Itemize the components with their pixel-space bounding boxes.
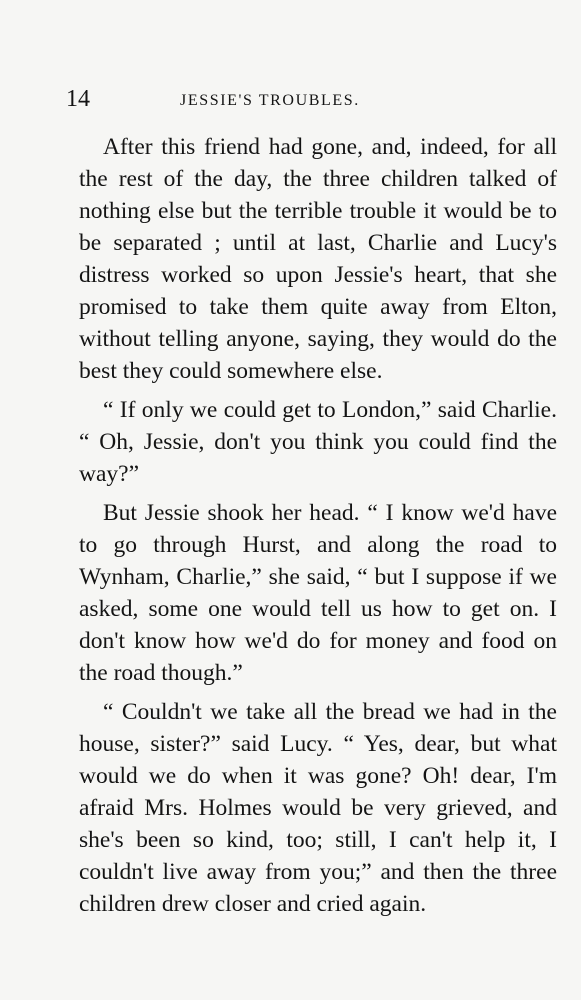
text-line: “ Couldn't we take all the bread we had in the	[103, 699, 557, 725]
text-line: asked, some one would tell us how to get on. I	[79, 596, 557, 622]
text-line: afraid Mrs. Holmes would be very grieved, and	[79, 795, 557, 821]
text-line: couldn't live away from you;” and then the three	[79, 859, 557, 885]
text-line: she's been so kind, too; still, I can't help it, I	[79, 827, 557, 853]
text-line: best they could somewhere else.	[79, 358, 383, 384]
text-line: to go through Hurst, and along the road to	[79, 532, 557, 558]
body-text	[79, 131, 557, 920]
text-line: be separated ; until at last, Charlie and Lucy's	[79, 230, 557, 256]
paragraph	[79, 696, 557, 920]
text-line: children drew closer and cried again.	[79, 891, 427, 917]
text-line: the rest of the day, the three children talked of	[79, 166, 557, 192]
paragraph	[79, 131, 557, 387]
text-line: distress worked so upon Jessie's heart, that she	[79, 262, 557, 288]
page-header	[66, 86, 546, 116]
text-line: way?”	[79, 461, 140, 487]
text-line: without telling anyone, saying, they would do the	[79, 326, 557, 352]
text-line: the road though.”	[79, 660, 243, 686]
paragraph	[79, 497, 557, 689]
text-line: nothing else but the terrible trouble it would be to	[79, 198, 557, 224]
text-line: promised to take them quite away from Elton,	[79, 294, 557, 320]
text-line: house, sister?” said Lucy. “ Yes, dear, but what	[79, 731, 557, 757]
text-line: “ Oh, Jessie, don't you think you could find the	[79, 429, 557, 455]
text-line: But Jessie shook her head. “ I know we'd have	[103, 500, 557, 526]
text-line: would we do when it was gone? Oh! dear, I'm	[79, 763, 557, 789]
text-line: Wynham, Charlie,” she said, “ but I suppose if we	[79, 564, 557, 590]
text-line: don't know how we'd do for money and food on	[79, 628, 557, 654]
page-number: 14	[66, 86, 90, 112]
running-head: JESSIE'S TROUBLES.	[180, 92, 360, 109]
text-line: “ If only we could get to London,” said Charlie.	[103, 397, 557, 423]
text-line: After this friend had gone, and, indeed, for all	[103, 134, 557, 160]
paragraph	[79, 394, 557, 490]
